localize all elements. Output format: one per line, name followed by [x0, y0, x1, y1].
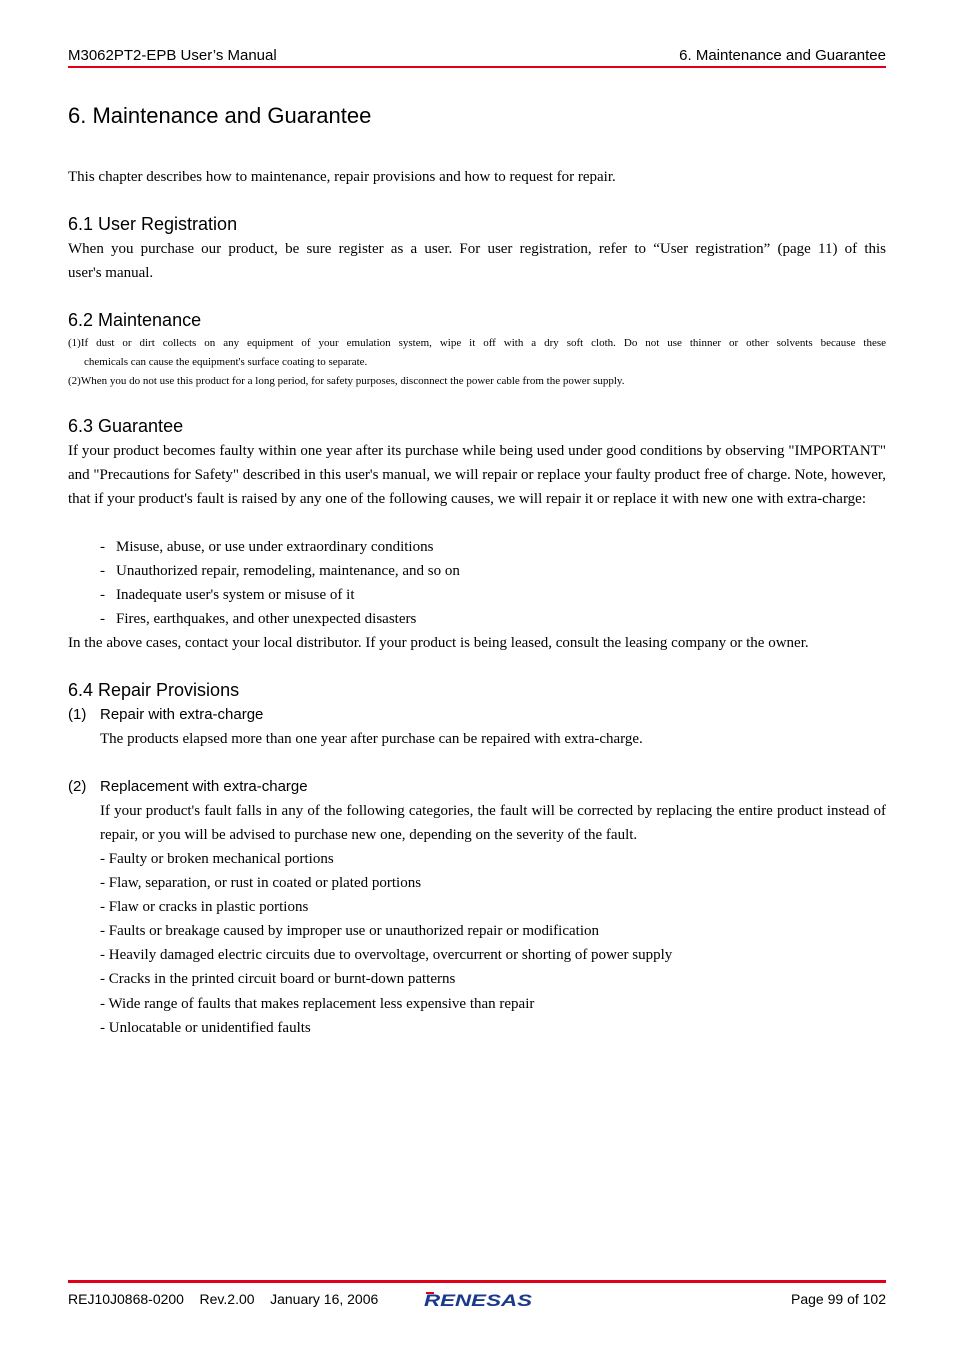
- section-heading-repair-provisions: 6.4 Repair Provisions: [68, 680, 240, 700]
- header-chapter-title: 6. Maintenance and Guarantee: [679, 47, 886, 64]
- footer-document-info: REJ10J0868-0200 Rev.2.00 January 16, 2006: [68, 1291, 379, 1307]
- maintenance-item-1: (1)If dust or dirt collects on any equipment of your emulation system, wipe it off with a dry soft cloth. Do not use thinner or other solvents because these: [68, 337, 886, 349]
- replacement-extra-charge-text: If your product's fault falls in any of the following categories, the fault will be corrected by replacing the entire product instead of repair, or you will be advised to purchase new one, depending on the severity of the fault.: [100, 803, 886, 843]
- maintenance-item-1-continued: chemicals can cause the equipment's surface coating to separate.: [84, 356, 368, 368]
- header-rule: [68, 66, 886, 68]
- list-item: - Faulty or broken mechanical portions: [100, 851, 334, 867]
- renesas-logo: [422, 1289, 534, 1311]
- section-heading-maintenance: 6.2 Maintenance: [68, 310, 202, 330]
- user-registration-line-1: When you purchase our product, be sure register as a user. For user registration, refer to “User registration” (page 11) of this: [68, 241, 886, 257]
- list-item: - Flaw or cracks in plastic portions: [100, 899, 309, 916]
- intro-paragraph: This chapter describes how to maintenance, repair provisions and how to request for repair.: [68, 169, 616, 185]
- list-item: - Heavily damaged electric circuits due to overvoltage, overcurrent or shorting of power supply: [100, 947, 673, 964]
- list-item: - Fires, earthquakes, and other unexpected disasters: [100, 611, 417, 627]
- subheading-repair-with-extra-charge: (1) Repair with extra-charge: [68, 706, 264, 723]
- guarantee-cause-list: [100, 535, 460, 631]
- renesas-logo-text: RENESAS: [424, 1291, 533, 1310]
- footer-rule: [68, 1280, 886, 1283]
- replacement-fault-list: [100, 847, 672, 1040]
- header-manual-title: M3062PT2-EPB User’s Manual: [68, 47, 277, 64]
- list-item: - Unauthorized repair, remodeling, maintenance, and so on: [100, 563, 460, 579]
- section-heading-guarantee: 6.3 Guarantee: [68, 416, 184, 436]
- maintenance-list: [68, 334, 886, 391]
- chapter-title: 6. Maintenance and Guarantee: [68, 103, 372, 128]
- guarantee-closing: In the above cases, contact your local distributor. If your product is being leased, consult the leasing company or the owner.: [68, 635, 809, 651]
- list-item: - Inadequate user's system or misuse of it: [100, 587, 355, 603]
- list-item: - Cracks in the printed circuit board or burnt-down patterns: [100, 971, 456, 988]
- list-item: - Faults or breakage caused by improper use or unauthorized repair or modification: [100, 923, 599, 940]
- maintenance-item-2: (2)When you do not use this product for a long period, for safety purposes, disconnect the power cable from the power supply.: [68, 375, 625, 387]
- list-item: - Unlocatable or unidentified faults: [100, 1019, 311, 1036]
- list-item: - Wide range of faults that makes replacement less expensive than repair: [100, 995, 535, 1012]
- repair-extra-charge-text: The products elapsed more than one year after purchase can be repaired with extra-charge.: [100, 731, 643, 747]
- user-registration-line-2: user's manual.: [68, 265, 154, 281]
- section-heading-user-registration: 6.1 User Registration: [68, 214, 238, 234]
- list-item: - Misuse, abuse, or use under extraordinary conditions: [100, 539, 434, 555]
- guarantee-paragraph: If your product becomes faulty within one year after its purchase while being used under good conditions by observing "IMPORTANT" and "Precautions for Safety" described in this user's manual, we will repair or replace your faulty product free of charge. Note, however, that if your product's fault is raised by any one of the following causes, we will repair it or replace it with new one with extra-charge:: [68, 443, 886, 507]
- subheading-replacement-with-extra-charge: (2) Replacement with extra-charge: [68, 778, 308, 795]
- footer-page-number: Page 99 of 102: [791, 1291, 886, 1307]
- list-item: - Flaw, separation, or rust in coated or plated portions: [100, 875, 422, 892]
